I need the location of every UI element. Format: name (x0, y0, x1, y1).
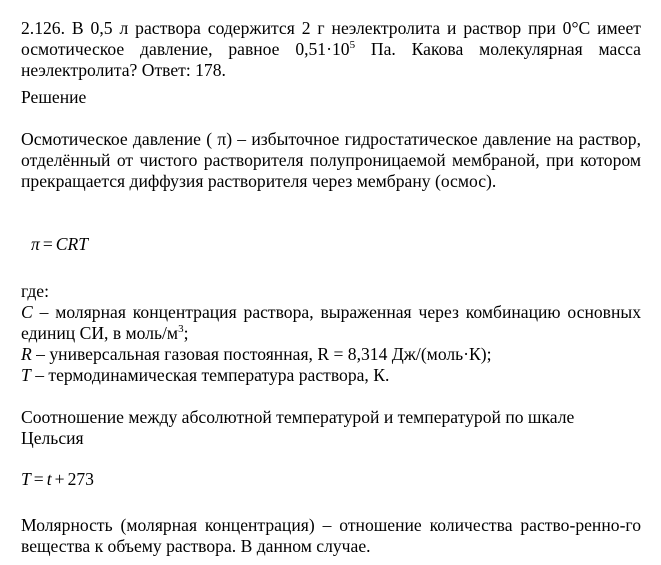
definition-c (21, 302, 641, 344)
definition-t-dash: – (35, 365, 44, 385)
formula1-rhs: CRT (55, 234, 89, 254)
molarity-text: Молярность (молярная концентрация) – отношение количества раство-ренно-го вещества к объему раствора. В данном случае. (21, 515, 641, 556)
definition-t (21, 365, 641, 386)
definition-t-symbol: T (21, 365, 31, 385)
definition-c-symbol: C (21, 302, 33, 322)
solution-heading: Решение (21, 87, 87, 107)
definition-c-dash: – (39, 302, 49, 322)
temperature-relation-text: Соотношение между абсолютной температурой и температурой по шкале Цельсия (21, 407, 575, 448)
formula2-plus: + (54, 469, 65, 489)
formula2-number: 273 (67, 469, 94, 489)
formula2-lhs: T (21, 469, 31, 489)
formula2-equals: = (33, 469, 44, 489)
definition-c-sup: 3 (178, 323, 184, 336)
definition-c-tail: ; (183, 323, 189, 343)
power-exponent: 5 (349, 39, 356, 52)
formula1-lhs: π (31, 234, 40, 254)
definition-r (21, 344, 641, 365)
formula2-t: t (46, 469, 52, 489)
formula1-equals: = (42, 234, 53, 254)
formula-temperature (21, 469, 94, 490)
problem-statement (21, 18, 641, 81)
problem-number: 2.126. (21, 18, 65, 38)
definition-r-text: универсальная газовая постоянная, R = 8,314 Дж/(моль·К); (44, 344, 492, 364)
definition-c-text: молярная концентрация раствора, выраженная через комбинацию основных единиц СИ, в моль/м (21, 302, 641, 343)
problem-text-end: Па. Какова молекулярная масса неэлектролита? Ответ: 178. (21, 39, 641, 80)
definition-t-text: термодинамическая температура раствора, К. (44, 365, 390, 385)
definition-r-symbol: R (21, 344, 32, 364)
where-label: где: (21, 281, 49, 301)
formula-osmotic-pressure (31, 234, 88, 255)
definition-r-dash: – (36, 344, 45, 364)
osmosis-definition: Осмотическое давление ( π) – избыточное гидростатическое давление на раствор, отделённый от чистого растворителя полупроницаемой мембраной, при котором прекращается диффузия растворителя через мембрану (осмос). (21, 129, 641, 191)
problem-text: В 0,5 л раствора содержится 2 г неэлектролита и раствор при 0°С имеет осмотическое давление, равное 0,51·10 (21, 18, 641, 59)
